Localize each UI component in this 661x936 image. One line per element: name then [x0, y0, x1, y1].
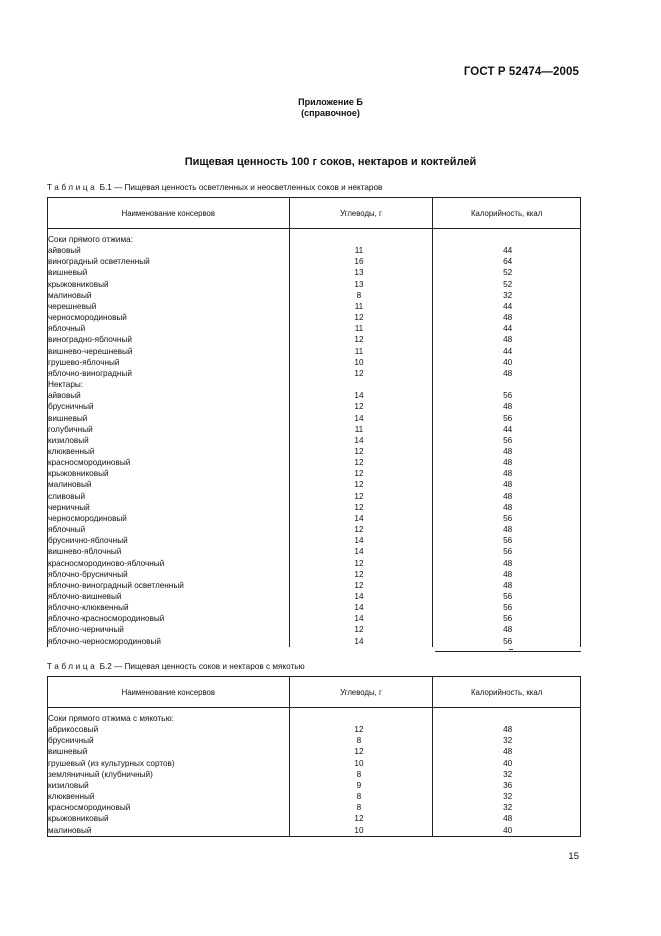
product-name: малиновый — [48, 290, 290, 301]
carbs-value: 13 — [289, 279, 433, 290]
empty-cell — [289, 713, 433, 724]
calories-value: 48 — [433, 558, 581, 569]
calories-value: 48 — [433, 502, 581, 513]
product-name: сливовый — [48, 491, 290, 502]
table-row — [48, 390, 581, 401]
carbs-value: 14 — [289, 435, 433, 446]
carbs-value: 12 — [289, 401, 433, 412]
group-label: Соки прямого отжима: — [48, 234, 290, 245]
appendix-heading — [0, 97, 661, 119]
carbs-value: 12 — [289, 334, 433, 345]
appendix-subtitle: (справочное) — [301, 108, 360, 118]
calories-value: 56 — [433, 636, 581, 647]
empty-cell — [289, 379, 433, 390]
table-row — [48, 735, 581, 746]
table2-col-calories: Калорийность, ккал — [433, 677, 581, 708]
carbs-value: 12 — [289, 479, 433, 490]
product-name: яблочно-брусничный — [48, 569, 290, 580]
carbs-value: 8 — [289, 769, 433, 780]
carbs-value: 14 — [289, 535, 433, 546]
calories-value: 48 — [433, 569, 581, 580]
carbs-value: 14 — [289, 591, 433, 602]
product-name: черничный — [48, 502, 290, 513]
calories-value: 56 — [433, 546, 581, 557]
product-name: яблочно-вишневый — [48, 591, 290, 602]
table-1 — [47, 197, 581, 647]
calories-value: 48 — [433, 479, 581, 490]
table-row — [48, 256, 581, 267]
table2-col-carbs: Углеводы, г — [289, 677, 433, 708]
calories-value: 56 — [433, 513, 581, 524]
calories-value: 48 — [433, 524, 581, 535]
carbs-value: 11 — [289, 245, 433, 256]
table2-header-row — [48, 677, 581, 708]
product-name: вишнево-яблочный — [48, 546, 290, 557]
product-name: клюквенный — [48, 791, 290, 802]
carbs-value: 8 — [289, 290, 433, 301]
calories-value: 40 — [433, 758, 581, 769]
table2-caption — [47, 662, 305, 671]
product-name: красносмородиново-яблочный — [48, 558, 290, 569]
product-name: малиновый — [48, 825, 290, 837]
calories-value: 56 — [433, 591, 581, 602]
calories-value: 48 — [433, 724, 581, 735]
carbs-value: 12 — [289, 468, 433, 479]
carbs-value: 14 — [289, 513, 433, 524]
carbs-value: 16 — [289, 256, 433, 267]
table-row — [48, 346, 581, 357]
carbs-value: 12 — [289, 524, 433, 535]
carbs-value: 12 — [289, 580, 433, 591]
calories-value: 48 — [433, 401, 581, 412]
calories-value: 48 — [433, 312, 581, 323]
calories-value: 56 — [433, 535, 581, 546]
table-row — [48, 368, 581, 379]
table2-col-name: Наименование консервов — [48, 677, 290, 708]
table-row — [48, 546, 581, 557]
table-row — [48, 413, 581, 424]
product-name: вишневый — [48, 413, 290, 424]
carbs-value: 11 — [289, 301, 433, 312]
carbs-value: 9 — [289, 780, 433, 791]
table1-caption-prefix: Таблица — [47, 183, 98, 192]
table-row — [48, 301, 581, 312]
group-label: Нектары: — [48, 379, 290, 390]
table1-caption — [47, 183, 382, 192]
carbs-value: 12 — [289, 368, 433, 379]
table-row — [48, 290, 581, 301]
empty-cell — [433, 379, 581, 390]
table-row — [48, 323, 581, 334]
carbs-value: 10 — [289, 357, 433, 368]
product-name: яблочно-красносмородиновый — [48, 613, 290, 624]
carbs-value: 12 — [289, 558, 433, 569]
carbs-value: 12 — [289, 502, 433, 513]
table-row — [48, 569, 581, 580]
table-row — [48, 802, 581, 813]
calories-value: 32 — [433, 735, 581, 746]
calories-value: 48 — [433, 491, 581, 502]
table-row — [48, 636, 581, 647]
product-name: вишнево-черешневый — [48, 346, 290, 357]
table-row — [48, 312, 581, 323]
product-name: крыжовниковый — [48, 279, 290, 290]
carbs-value: 12 — [289, 813, 433, 824]
calories-value: 44 — [433, 346, 581, 357]
table-row — [48, 535, 581, 546]
calories-value: 44 — [433, 301, 581, 312]
product-name: яблочно-клюквенный — [48, 602, 290, 613]
carbs-value: 10 — [289, 825, 433, 837]
table1-continuation-line — [435, 651, 581, 652]
table-row — [48, 513, 581, 524]
carbs-value: 11 — [289, 323, 433, 334]
table-row — [48, 279, 581, 290]
calories-value: 48 — [433, 334, 581, 345]
calories-value: 32 — [433, 791, 581, 802]
calories-value: 32 — [433, 290, 581, 301]
table-2 — [47, 676, 581, 837]
calories-value: 44 — [433, 323, 581, 334]
table1-body — [48, 229, 581, 647]
carbs-value: 12 — [289, 746, 433, 757]
product-name: черносмородиновый — [48, 513, 290, 524]
product-name: крыжовниковый — [48, 468, 290, 479]
table1-col-carbs: Углеводы, г — [289, 198, 433, 229]
calories-value: 48 — [433, 457, 581, 468]
product-name: голубичный — [48, 424, 290, 435]
table-row — [48, 424, 581, 435]
carbs-value: 14 — [289, 390, 433, 401]
table-row — [48, 334, 581, 345]
product-name: яблочный — [48, 323, 290, 334]
table-row — [48, 435, 581, 446]
product-name: малиновый — [48, 479, 290, 490]
group-row — [48, 713, 581, 724]
table1-col-calories: Калорийность, ккал — [433, 198, 581, 229]
product-name: грушевый (из культурных сортов) — [48, 758, 290, 769]
calories-value: 56 — [433, 413, 581, 424]
carbs-value: 14 — [289, 413, 433, 424]
product-name: абрикосовый — [48, 724, 290, 735]
table1-continuation-mark — [509, 649, 513, 650]
group-label: Соки прямого отжима с мякотью: — [48, 713, 290, 724]
table-row — [48, 446, 581, 457]
appendix-title: Приложение Б — [298, 97, 363, 107]
table-row — [48, 558, 581, 569]
calories-value: 32 — [433, 769, 581, 780]
carbs-value: 13 — [289, 267, 433, 278]
table-row — [48, 591, 581, 602]
group-row — [48, 234, 581, 245]
table-row — [48, 524, 581, 535]
carbs-value: 12 — [289, 724, 433, 735]
carbs-value: 8 — [289, 791, 433, 802]
calories-value: 48 — [433, 746, 581, 757]
table-row — [48, 602, 581, 613]
product-name: черносмородиновый — [48, 312, 290, 323]
calories-value: 52 — [433, 279, 581, 290]
product-name: клюквенный — [48, 446, 290, 457]
empty-cell — [289, 234, 433, 245]
calories-value: 48 — [433, 468, 581, 479]
table-row — [48, 624, 581, 635]
calories-value: 52 — [433, 267, 581, 278]
carbs-value: 12 — [289, 569, 433, 580]
carbs-value: 12 — [289, 491, 433, 502]
table-row — [48, 502, 581, 513]
calories-value: 48 — [433, 624, 581, 635]
table-row — [48, 746, 581, 757]
table-row — [48, 825, 581, 837]
calories-value: 56 — [433, 613, 581, 624]
carbs-value: 8 — [289, 735, 433, 746]
product-name: виноградный осветленный — [48, 256, 290, 267]
carbs-value: 14 — [289, 636, 433, 647]
carbs-value: 14 — [289, 546, 433, 557]
carbs-value: 12 — [289, 457, 433, 468]
table-row — [48, 479, 581, 490]
calories-value: 36 — [433, 780, 581, 791]
product-name: яблочно-черносмородиновый — [48, 636, 290, 647]
page-number: 15 — [568, 851, 579, 862]
product-name: яблочно-виноградный осветленный — [48, 580, 290, 591]
calories-value: 44 — [433, 245, 581, 256]
carbs-value: 10 — [289, 758, 433, 769]
table-row — [48, 613, 581, 624]
calories-value: 64 — [433, 256, 581, 267]
table-row — [48, 769, 581, 780]
table1-col-name: Наименование консервов — [48, 198, 290, 229]
product-name: крыжовниковый — [48, 813, 290, 824]
document-code: ГОСТ Р 52474—2005 — [463, 66, 579, 78]
table-row — [48, 357, 581, 368]
empty-cell — [433, 713, 581, 724]
calories-value: 48 — [433, 813, 581, 824]
table-row — [48, 468, 581, 479]
product-name: яблочный — [48, 524, 290, 535]
product-name: вишневый — [48, 746, 290, 757]
table-row — [48, 457, 581, 468]
table-row — [48, 813, 581, 824]
product-name: земляничный (клубничный) — [48, 769, 290, 780]
table1-header-row — [48, 198, 581, 229]
product-name: яблочно-виноградный — [48, 368, 290, 379]
table-row — [48, 580, 581, 591]
carbs-value: 8 — [289, 802, 433, 813]
main-title: Пищевая ценность 100 г соков, нектаров и коктейлей — [184, 156, 477, 168]
product-name: брусничный — [48, 735, 290, 746]
calories-value: 48 — [433, 368, 581, 379]
table2-caption-prefix: Таблица — [47, 662, 98, 671]
calories-value: 48 — [433, 580, 581, 591]
empty-cell — [433, 234, 581, 245]
table-row — [48, 401, 581, 412]
product-name: красносмородиновый — [48, 457, 290, 468]
carbs-value: 11 — [289, 424, 433, 435]
product-name: красносмородиновый — [48, 802, 290, 813]
table-row — [48, 780, 581, 791]
carbs-value: 14 — [289, 613, 433, 624]
product-name: бруснично-яблочный — [48, 535, 290, 546]
table-row — [48, 245, 581, 256]
table-row — [48, 267, 581, 278]
product-name: айвовый — [48, 390, 290, 401]
carbs-value: 12 — [289, 624, 433, 635]
product-name: виноградно-яблочный — [48, 334, 290, 345]
table-row — [48, 758, 581, 769]
calories-value: 40 — [433, 825, 581, 837]
calories-value: 56 — [433, 602, 581, 613]
table2-caption-text: Б.2 — Пищевая ценность соков и нектаров с мякотью — [99, 662, 305, 671]
calories-value: 40 — [433, 357, 581, 368]
product-name: черешневый — [48, 301, 290, 312]
table2-body — [48, 708, 581, 837]
product-name: грушево-яблочный — [48, 357, 290, 368]
product-name: айвовый — [48, 245, 290, 256]
table-row — [48, 791, 581, 802]
table1-caption-text: Б.1 — Пищевая ценность осветленных и неосветленных соков и нектаров — [99, 183, 383, 192]
product-name: кизиловый — [48, 780, 290, 791]
group-row — [48, 379, 581, 390]
product-name: кизиловый — [48, 435, 290, 446]
carbs-value: 11 — [289, 346, 433, 357]
calories-value: 44 — [433, 424, 581, 435]
carbs-value: 14 — [289, 602, 433, 613]
product-name: яблочно-черничный — [48, 624, 290, 635]
table-row — [48, 724, 581, 735]
product-name: вишневый — [48, 267, 290, 278]
calories-value: 32 — [433, 802, 581, 813]
calories-value: 56 — [433, 390, 581, 401]
carbs-value: 12 — [289, 312, 433, 323]
product-name: брусничный — [48, 401, 290, 412]
calories-value: 48 — [433, 446, 581, 457]
table-row — [48, 491, 581, 502]
calories-value: 56 — [433, 435, 581, 446]
carbs-value: 12 — [289, 446, 433, 457]
